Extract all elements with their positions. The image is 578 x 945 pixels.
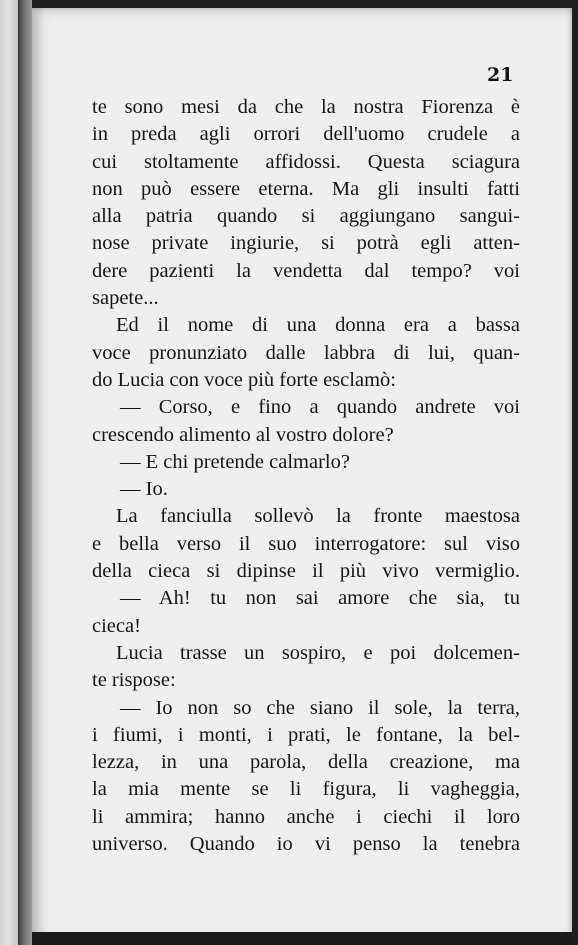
text-line: — Ah! tu non sai amore che sia, tu [120,587,520,610]
text-line: nose private ingiurie, si potrà egli atten- [92,232,520,255]
previous-page-edge [0,0,20,945]
text-line: Ed il nome di una donna era a bassa [116,314,520,337]
text-line: universo. Quando io vi penso la tenebra [92,833,520,856]
text-line: della cieca si dipinse il più vivo vermiglio. [92,560,520,583]
text-line: La fanciulla sollevò la fronte maestosa [116,505,520,528]
text-line: — Corso, e fino a quando andrete voi [120,396,520,419]
text-line: Lucia trasse un sospiro, e poi dolcemen- [116,641,520,664]
book-gutter [18,0,32,945]
text-line: do Lucia con voce più forte esclamò: [92,368,396,391]
text-line: — Io. [120,478,168,501]
text-line: te rispose: [92,669,176,692]
text-line: dere pazienti la vendetta dal tempo? voi [92,259,520,282]
text-line: i fiumi, i monti, i prati, le fontane, la bel- [92,723,520,746]
text-line: li ammira; hanno anche i ciechi il loro [92,805,520,828]
text-line: — Io non so che siano il sole, la terra, [120,696,520,719]
text-line: lezza, in una parola, della creazione, ma [92,751,520,774]
text-line: la mia mente se li figura, li vagheggia, [92,778,520,801]
text-line: — E chi pretende calmarlo? [120,450,350,473]
text-line: alla patria quando si aggiungano sangui- [92,205,520,228]
text-line: crescendo alimento al vostro dolore? [92,423,394,446]
text-line: in preda agli orrori dell'uomo crudele a [92,123,520,146]
page-number: 21 [487,64,514,86]
text-line: cui stoltamente affidossi. Questa sciagura [92,150,520,173]
text-line: te sono mesi da che la nostra Fiorenza è [92,96,520,118]
text-line: cieca! [92,614,141,637]
text-line: voce pronunziato dalle labbra di lui, quan- [92,341,520,364]
page-bottom-edge [32,932,572,945]
text-line: sapete... [92,287,159,310]
book-page [32,8,572,940]
text-line: non può essere eterna. Ma gli insulti fatti [92,177,520,200]
page-text [92,94,520,858]
text-line: e bella verso il suo interrogatore: sul viso [92,532,520,555]
